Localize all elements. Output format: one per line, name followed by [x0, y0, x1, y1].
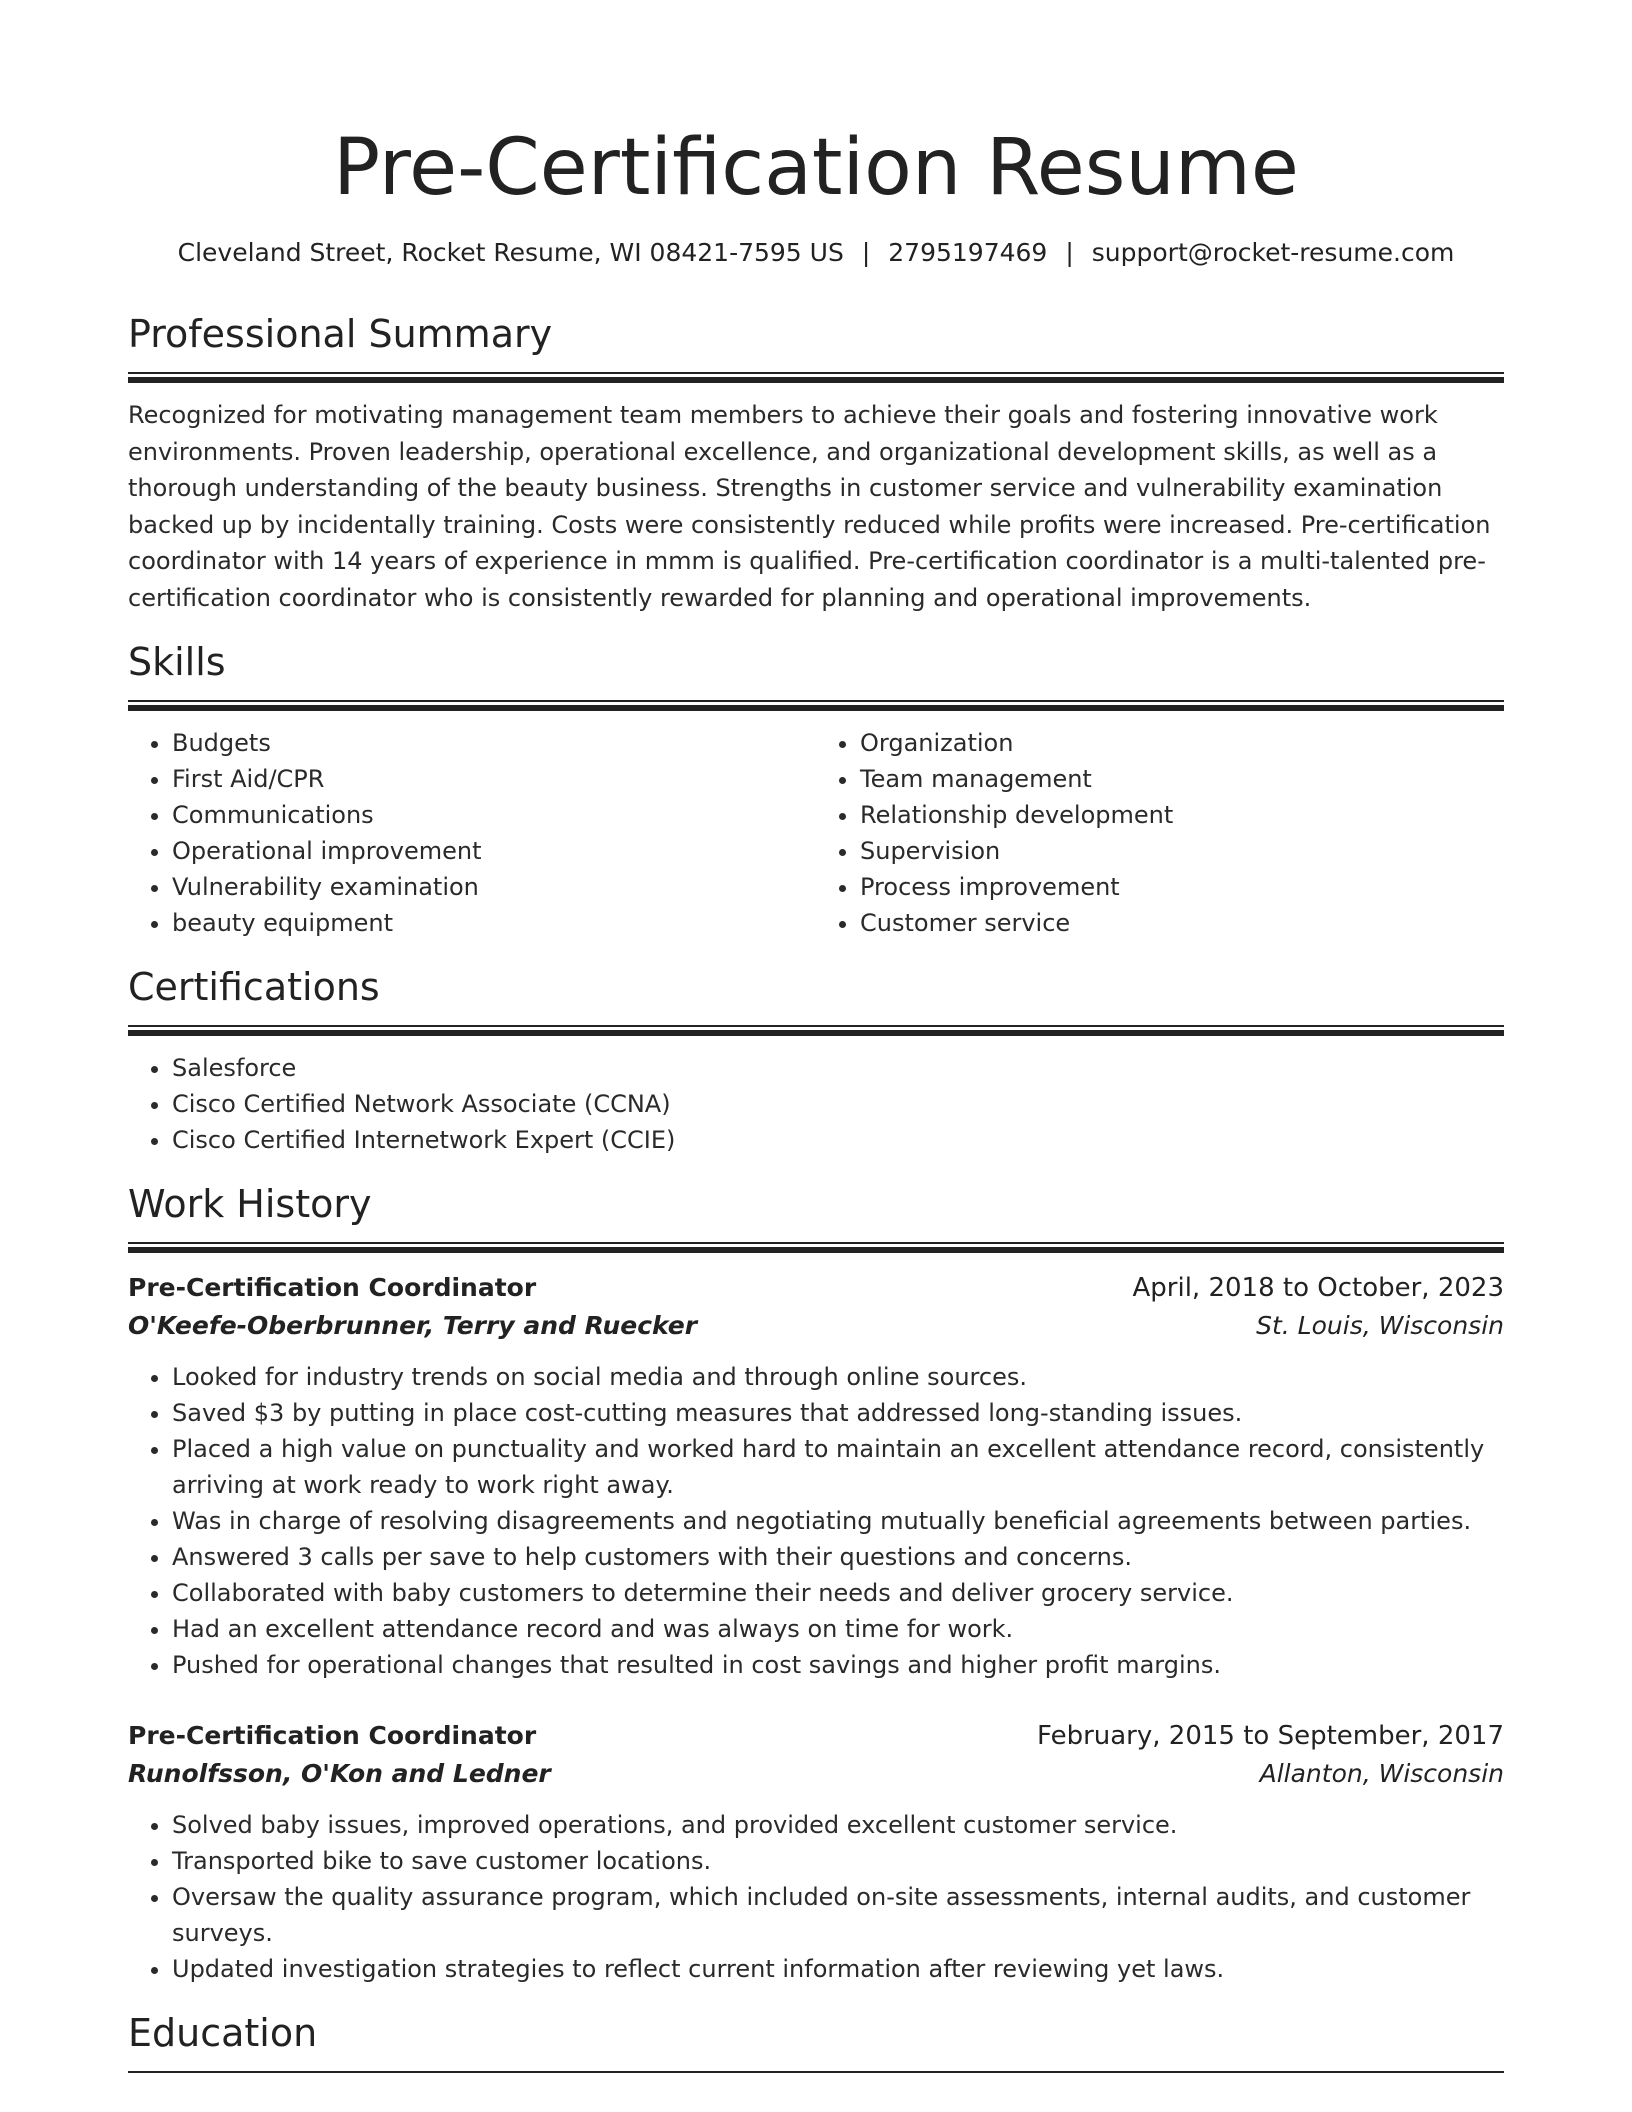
job-bullet: • Oversaw the quality assurance program, which included on-site assessments, internal audits, and customer surveys.: [172, 1879, 1504, 1951]
job-bullet: • Pushed for operational changes that resulted in cost savings and higher profit margins.: [172, 1647, 1504, 1683]
job-dates: February, 2015 to September, 2017: [1037, 1721, 1504, 1751]
section-title-skills: Skills: [128, 640, 226, 684]
job-bullet: • Answered 3 calls per save to help customers with their questions and concerns.: [172, 1539, 1504, 1575]
job-bullet: • Looked for industry trends on social media and through online sources.: [172, 1359, 1504, 1395]
resume-title: Pre-Certification Resume: [333, 123, 1299, 213]
certification-item: • Cisco Certified Internetwork Expert (CCIE): [172, 1122, 1504, 1158]
skill-item: • Supervision: [860, 833, 1504, 869]
skills-list-right: [816, 725, 1504, 941]
section-divider: [128, 2071, 1504, 2076]
job-bullet: • Updated investigation strategies to reflect current information after reviewing yet laws.: [172, 1951, 1504, 1987]
job-subheader: [128, 1307, 1504, 1345]
job-location: Allanton, Wisconsin: [1259, 1759, 1504, 1788]
job-bullet: • Placed a high value on punctuality and worked hard to maintain an excellent attendance record, consistently arriving at work ready to work right away.: [172, 1431, 1504, 1503]
skill-item: • Organization: [860, 725, 1504, 761]
job-location: St. Louis, Wisconsin: [1256, 1311, 1504, 1340]
job-title: Pre-Certification Coordinator: [128, 1273, 537, 1302]
skill-item: • Process improvement: [860, 869, 1504, 905]
contact-email: support@rocket-resume.com: [1091, 238, 1455, 267]
job-entry: [128, 1717, 1504, 1987]
contact-separator: |: [1065, 238, 1074, 267]
skills-list-left: [128, 725, 816, 941]
section-divider: [128, 1242, 1504, 1253]
certification-item: • Salesforce: [172, 1050, 1504, 1086]
work-history-section: [128, 1180, 1504, 1987]
section-title-summary: Professional Summary: [128, 312, 553, 356]
skill-item: • Vulnerability examination: [172, 869, 816, 905]
section-divider: [128, 372, 1504, 383]
job-company: Runolfsson, O'Kon and Ledner: [128, 1759, 551, 1788]
skill-item: • Budgets: [172, 725, 816, 761]
summary-section: [128, 310, 1504, 616]
job-bullet: • Saved $3 by putting in place cost-cutting measures that addressed long-standing issues.: [172, 1395, 1504, 1431]
job-subheader: [128, 1755, 1504, 1793]
job-bullet: • Collaborated with baby customers to determine their needs and deliver grocery service.: [172, 1575, 1504, 1611]
skill-item: • beauty equipment: [172, 905, 816, 941]
job-header: [128, 1717, 1504, 1755]
job-bullets: [128, 1359, 1504, 1683]
section-title-work-history: Work History: [128, 1182, 372, 1226]
job-bullet: • Transported bike to save customer locations.: [172, 1843, 1504, 1879]
section-divider: [128, 700, 1504, 711]
contact-phone: 2795197469: [888, 238, 1048, 267]
skill-item: • First Aid/CPR: [172, 761, 816, 797]
skill-item: • Operational improvement: [172, 833, 816, 869]
job-bullet: • Solved baby issues, improved operations, and provided excellent customer service.: [172, 1807, 1504, 1843]
contact-line: [128, 236, 1504, 270]
job-company: O'Keefe-Oberbrunner, Terry and Ruecker: [128, 1311, 698, 1340]
section-divider: [128, 1025, 1504, 1036]
skill-item: • Team management: [860, 761, 1504, 797]
job-bullet: • Had an excellent attendance record and was always on time for work.: [172, 1611, 1504, 1647]
section-title-certifications: Certifications: [128, 965, 380, 1009]
job-entry: [128, 1269, 1504, 1683]
job-title: Pre-Certification Coordinator: [128, 1721, 537, 1750]
skills-columns: [128, 725, 1504, 941]
job-header: [128, 1269, 1504, 1307]
job-dates: April, 2018 to October, 2023: [1132, 1273, 1504, 1303]
job-bullet: • Was in charge of resolving disagreements and negotiating mutually beneficial agreements between parties.: [172, 1503, 1504, 1539]
skill-item: • Customer service: [860, 905, 1504, 941]
skills-section: [128, 638, 1504, 941]
certifications-section: [128, 963, 1504, 1158]
certifications-list: [128, 1050, 1504, 1158]
skill-item: • Relationship development: [860, 797, 1504, 833]
resume-page: [128, 0, 1504, 2076]
contact-address: Cleveland Street, Rocket Resume, WI 08421-7595 US: [177, 238, 844, 267]
job-bullets: [128, 1807, 1504, 1987]
summary-text: Recognized for motivating management team members to achieve their goals and fostering innovative work environments. Proven leadership, operational excellence, and organizational development skills, as well as a thorough understanding of the beauty business. Strengths in customer service and vulnerability examination backed up by incidentally training. Costs were consistently reduced while profits were increased. Pre-certification coordinator with 14 years of experience in mmm is qualified. Pre-certification coordinator is a multi-talented pre-certification coordinator who is consistently rewarded for planning and operational improvements.: [128, 401, 1491, 612]
contact-separator: |: [861, 238, 871, 267]
section-title-education: Education: [128, 2011, 318, 2055]
education-section: [128, 2009, 1504, 2076]
certification-item: • Cisco Certified Network Associate (CCNA): [172, 1086, 1504, 1122]
skill-item: • Communications: [172, 797, 816, 833]
